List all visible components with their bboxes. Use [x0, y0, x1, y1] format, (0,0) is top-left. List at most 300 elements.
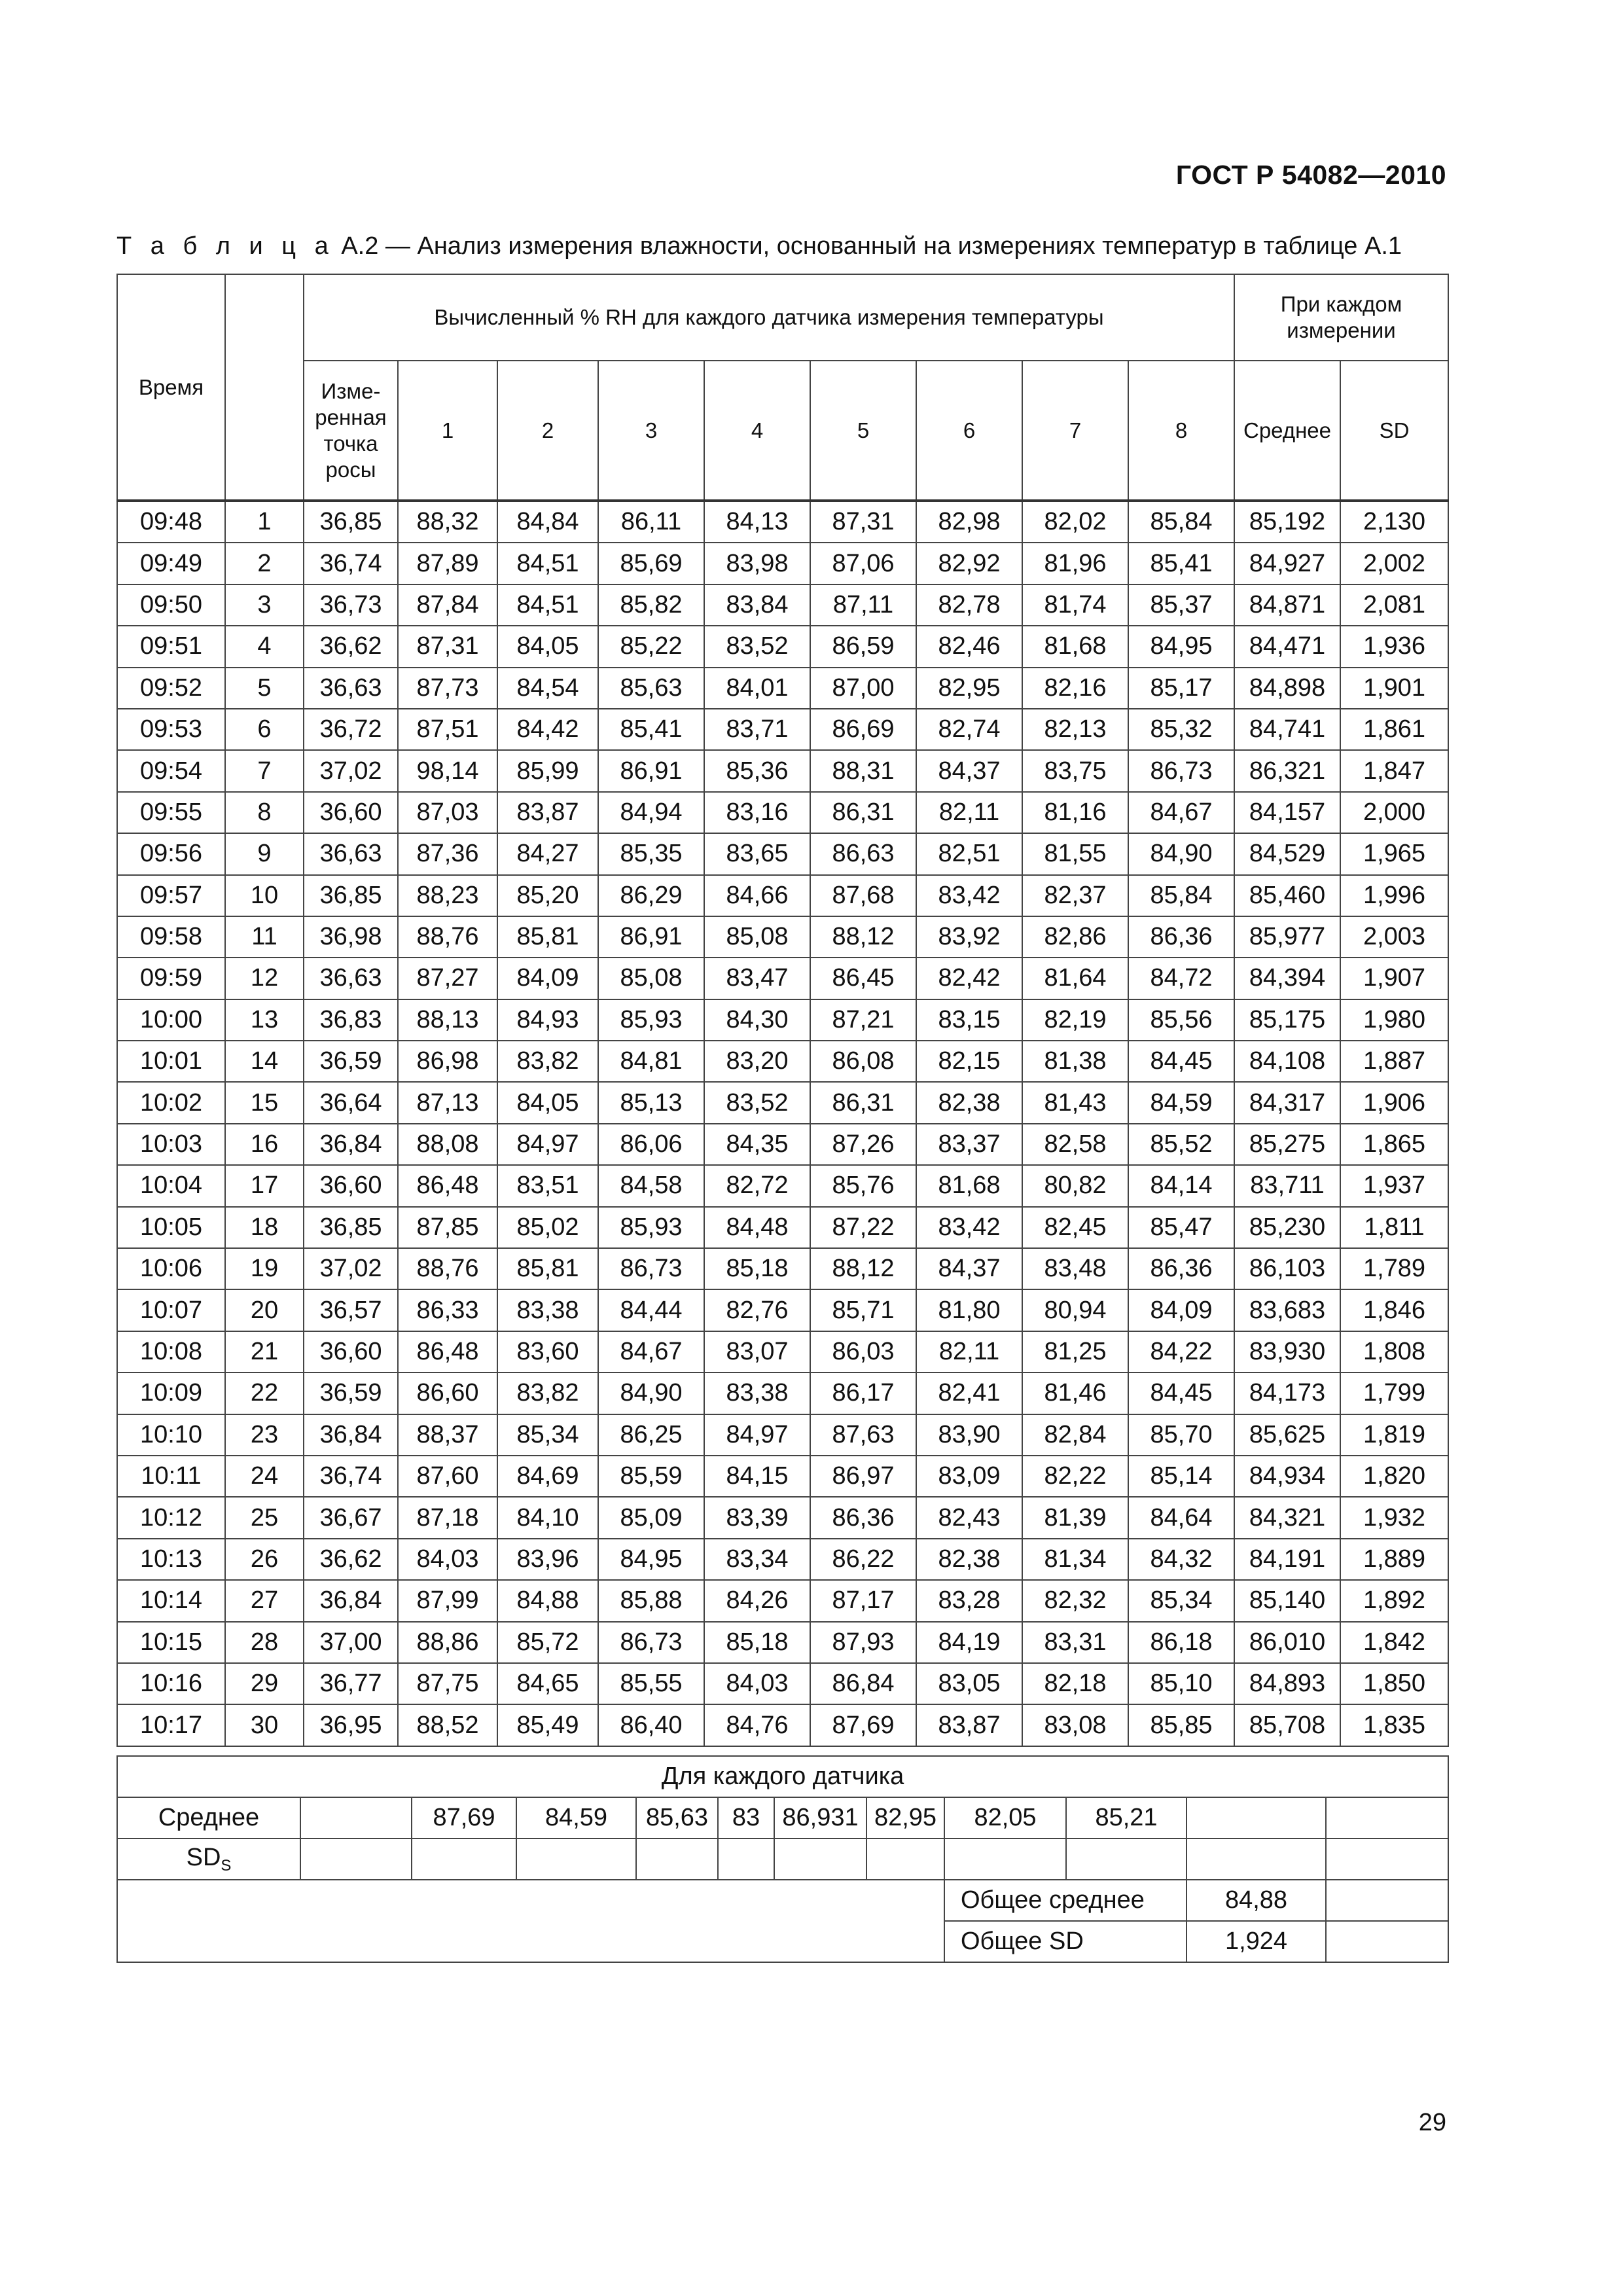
sensor-4-cell: 84,13	[704, 501, 810, 543]
index-cell: 16	[225, 1124, 304, 1165]
sd-cell: 2,002	[1340, 543, 1448, 584]
mean-cell: 84,934	[1234, 1456, 1340, 1497]
time-cell: 10:16	[117, 1663, 225, 1704]
sensor-3-cell: 85,13	[598, 1082, 704, 1123]
index-cell: 18	[225, 1207, 304, 1248]
time-cell: 09:55	[117, 792, 225, 833]
sensor-1-cell: 87,85	[398, 1207, 497, 1248]
index-cell: 10	[225, 875, 304, 916]
time-cell: 09:53	[117, 709, 225, 750]
dew-point-cell: 36,62	[304, 1539, 398, 1580]
sensor-8-cell: 84,90	[1128, 833, 1234, 874]
page-header-standard: ГОСТ Р 54082—2010	[1175, 160, 1446, 190]
header-sd: SD	[1340, 361, 1448, 501]
sensor-8-cell: 86,36	[1128, 1248, 1234, 1289]
sensor-7-cell: 81,39	[1022, 1497, 1128, 1538]
sensor-1-cell: 86,33	[398, 1289, 497, 1331]
sensor-6-cell: 82,92	[916, 543, 1022, 584]
table-row	[117, 709, 1448, 750]
sensor-4-cell: 84,97	[704, 1414, 810, 1456]
sensor-8-cell: 84,45	[1128, 1041, 1234, 1082]
time-cell: 10:11	[117, 1456, 225, 1497]
sensor-5-cell: 87,11	[810, 584, 916, 626]
table-row	[117, 1663, 1448, 1704]
dew-point-cell: 37,02	[304, 750, 398, 791]
index-cell: 9	[225, 833, 304, 874]
sensor-4-cell: 85,36	[704, 750, 810, 791]
table-row	[117, 668, 1448, 709]
time-cell: 09:52	[117, 668, 225, 709]
sd-cell: 1,861	[1340, 709, 1448, 750]
summary-blank-area	[117, 1880, 944, 1962]
dew-point-cell: 36,74	[304, 543, 398, 584]
index-cell: 3	[225, 584, 304, 626]
dew-point-cell: 36,60	[304, 792, 398, 833]
sd-cell: 1,819	[1340, 1414, 1448, 1456]
sensor-2-cell: 85,99	[497, 750, 598, 791]
sensor-3-cell: 86,06	[598, 1124, 704, 1165]
mean-cell: 85,175	[1234, 999, 1340, 1041]
time-cell: 10:02	[117, 1082, 225, 1123]
sd-cell: 1,996	[1340, 875, 1448, 916]
sensor-7-cell: 82,13	[1022, 709, 1128, 750]
sensor-3-cell: 85,55	[598, 1663, 704, 1704]
sensor-4-cell: 84,15	[704, 1456, 810, 1497]
sensor-4-cell: 83,52	[704, 626, 810, 667]
table-row	[117, 1704, 1448, 1746]
sensor-2-cell: 84,10	[497, 1497, 598, 1538]
sensor-1-cell: 88,37	[398, 1414, 497, 1456]
dew-point-cell: 37,02	[304, 1248, 398, 1289]
sensor-4-cell: 83,47	[704, 958, 810, 999]
mean-cell: 84,317	[1234, 1082, 1340, 1123]
summary-mean-value: 86,931	[774, 1797, 866, 1839]
header-per-measurement: При каждом измерении	[1234, 274, 1448, 361]
sd-cell: 1,887	[1340, 1041, 1448, 1082]
table-caption-label: Т а б л и ц а	[116, 232, 334, 260]
sd-cell: 1,937	[1340, 1165, 1448, 1206]
dew-point-cell: 36,63	[304, 958, 398, 999]
sensor-2-cell: 84,09	[497, 958, 598, 999]
sensor-7-cell: 83,75	[1022, 750, 1128, 791]
sensor-5-cell: 87,00	[810, 668, 916, 709]
index-cell: 8	[225, 792, 304, 833]
index-cell: 26	[225, 1539, 304, 1580]
dew-point-cell: 36,83	[304, 999, 398, 1041]
sensor-2-cell: 85,34	[497, 1414, 598, 1456]
index-cell: 12	[225, 958, 304, 999]
sd-cell: 2,081	[1340, 584, 1448, 626]
time-cell: 10:13	[117, 1539, 225, 1580]
sensor-4-cell: 84,01	[704, 668, 810, 709]
sensor-7-cell: 81,55	[1022, 833, 1128, 874]
sensor-1-cell: 87,73	[398, 668, 497, 709]
time-cell: 10:17	[117, 1704, 225, 1746]
sensor-6-cell: 82,11	[916, 1331, 1022, 1372]
sensor-3-cell: 85,59	[598, 1456, 704, 1497]
sd-cell: 2,003	[1340, 916, 1448, 958]
sensor-6-cell: 82,43	[916, 1497, 1022, 1538]
sensor-2-cell: 84,65	[497, 1663, 598, 1704]
sensor-4-cell: 84,30	[704, 999, 810, 1041]
dew-point-cell: 36,64	[304, 1082, 398, 1123]
sensor-3-cell: 86,91	[598, 916, 704, 958]
sensor-5-cell: 86,59	[810, 626, 916, 667]
sensor-6-cell: 84,37	[916, 1248, 1022, 1289]
summary-mean-value: 82,95	[866, 1797, 944, 1839]
summary-empty-cell	[1326, 1797, 1448, 1839]
table-row	[117, 543, 1448, 584]
sensor-2-cell: 85,81	[497, 916, 598, 958]
sd-cell: 1,820	[1340, 1456, 1448, 1497]
sensor-4-cell: 82,76	[704, 1289, 810, 1331]
summary-empty-cell	[1186, 1797, 1326, 1839]
sd-cell: 1,901	[1340, 668, 1448, 709]
sensor-1-cell: 86,98	[398, 1041, 497, 1082]
index-cell: 5	[225, 668, 304, 709]
sensor-1-cell: 87,99	[398, 1580, 497, 1621]
overall-sd-label: Общее SD	[944, 1921, 1186, 1962]
sensor-8-cell: 84,72	[1128, 958, 1234, 999]
mean-cell: 84,871	[1234, 584, 1340, 626]
sensor-1-cell: 87,31	[398, 626, 497, 667]
sensor-8-cell: 84,14	[1128, 1165, 1234, 1206]
sensor-7-cell: 81,43	[1022, 1082, 1128, 1123]
summary-mean-value: 87,69	[412, 1797, 516, 1839]
sensor-5-cell: 86,97	[810, 1456, 916, 1497]
sensor-6-cell: 83,05	[916, 1663, 1022, 1704]
header-time: Время	[117, 274, 225, 501]
sensor-6-cell: 83,09	[916, 1456, 1022, 1497]
dew-point-cell: 36,59	[304, 1372, 398, 1414]
dew-point-cell: 36,72	[304, 709, 398, 750]
time-cell: 10:06	[117, 1248, 225, 1289]
sensor-2-cell: 84,97	[497, 1124, 598, 1165]
sensor-4-cell: 85,18	[704, 1248, 810, 1289]
sensor-2-cell: 84,51	[497, 584, 598, 626]
sensor-6-cell: 84,37	[916, 750, 1022, 791]
sensor-4-cell: 83,98	[704, 543, 810, 584]
time-cell: 09:48	[117, 501, 225, 543]
table-row	[117, 1165, 1448, 1206]
sensor-6-cell: 82,11	[916, 792, 1022, 833]
sensor-2-cell: 85,02	[497, 1207, 598, 1248]
sensor-5-cell: 86,45	[810, 958, 916, 999]
sensor-5-cell: 86,17	[810, 1372, 916, 1414]
sensor-2-cell: 84,93	[497, 999, 598, 1041]
sensor-6-cell: 83,42	[916, 875, 1022, 916]
sensor-2-cell: 84,42	[497, 709, 598, 750]
sensor-4-cell: 84,48	[704, 1207, 810, 1248]
sensor-2-cell: 83,96	[497, 1539, 598, 1580]
mean-cell: 85,275	[1234, 1124, 1340, 1165]
summary-empty-cell	[1186, 1839, 1326, 1880]
summary-sd-label	[117, 1839, 300, 1880]
table-row	[117, 1580, 1448, 1621]
table-row	[117, 1622, 1448, 1663]
header-sensor: 4	[704, 361, 810, 501]
sensor-3-cell: 85,93	[598, 1207, 704, 1248]
sensor-1-cell: 87,27	[398, 958, 497, 999]
sensor-3-cell: 84,95	[598, 1539, 704, 1580]
summary-mean-value: 85,63	[636, 1797, 718, 1839]
sensor-2-cell: 84,69	[497, 1456, 598, 1497]
time-cell: 10:09	[117, 1372, 225, 1414]
sensor-7-cell: 81,96	[1022, 543, 1128, 584]
index-cell: 7	[225, 750, 304, 791]
table-row	[117, 1414, 1448, 1456]
index-cell: 6	[225, 709, 304, 750]
dew-point-cell: 36,60	[304, 1331, 398, 1372]
mean-cell: 84,173	[1234, 1372, 1340, 1414]
dew-point-cell: 36,84	[304, 1124, 398, 1165]
summary-empty-cell	[516, 1839, 636, 1880]
summary-empty-cell	[718, 1839, 774, 1880]
summary-table	[116, 1755, 1449, 1963]
index-cell: 25	[225, 1497, 304, 1538]
mean-cell: 84,321	[1234, 1497, 1340, 1538]
sensor-2-cell: 84,54	[497, 668, 598, 709]
mean-cell: 85,192	[1234, 501, 1340, 543]
sensor-4-cell: 83,52	[704, 1082, 810, 1123]
sensor-1-cell: 87,60	[398, 1456, 497, 1497]
sensor-3-cell: 84,44	[598, 1289, 704, 1331]
sensor-4-cell: 83,20	[704, 1041, 810, 1082]
sensor-7-cell: 83,48	[1022, 1248, 1128, 1289]
summary-empty-cell	[1326, 1921, 1448, 1962]
table-row	[117, 916, 1448, 958]
sensor-6-cell: 83,90	[916, 1414, 1022, 1456]
sensor-6-cell: 82,95	[916, 668, 1022, 709]
humidity-table	[116, 274, 1449, 1747]
mean-cell: 84,108	[1234, 1041, 1340, 1082]
time-cell: 10:15	[117, 1622, 225, 1663]
sensor-6-cell: 82,38	[916, 1539, 1022, 1580]
table-row	[117, 1082, 1448, 1123]
time-cell: 10:01	[117, 1041, 225, 1082]
sensor-8-cell: 85,14	[1128, 1456, 1234, 1497]
header-sensor: 1	[398, 361, 497, 501]
sensor-4-cell: 83,71	[704, 709, 810, 750]
sensor-5-cell: 87,68	[810, 875, 916, 916]
sensor-1-cell: 87,75	[398, 1663, 497, 1704]
sensor-5-cell: 86,63	[810, 833, 916, 874]
index-cell: 24	[225, 1456, 304, 1497]
sensor-5-cell: 85,71	[810, 1289, 916, 1331]
time-cell: 09:51	[117, 626, 225, 667]
sensor-8-cell: 84,59	[1128, 1082, 1234, 1123]
sensor-4-cell: 83,38	[704, 1372, 810, 1414]
sensor-2-cell: 84,84	[497, 501, 598, 543]
mean-cell: 84,529	[1234, 833, 1340, 874]
header-sensor: 2	[497, 361, 598, 501]
index-cell: 2	[225, 543, 304, 584]
dew-point-cell: 36,57	[304, 1289, 398, 1331]
sensor-2-cell: 84,05	[497, 626, 598, 667]
header-sensor: 6	[916, 361, 1022, 501]
index-cell: 14	[225, 1041, 304, 1082]
mean-cell: 84,927	[1234, 543, 1340, 584]
index-cell: 11	[225, 916, 304, 958]
sensor-6-cell: 84,19	[916, 1622, 1022, 1663]
sensor-7-cell: 82,32	[1022, 1580, 1128, 1621]
sensor-8-cell: 85,52	[1128, 1124, 1234, 1165]
dew-point-cell: 36,63	[304, 668, 398, 709]
sensor-3-cell: 85,08	[598, 958, 704, 999]
sensor-1-cell: 86,48	[398, 1165, 497, 1206]
sensor-7-cell: 82,37	[1022, 875, 1128, 916]
page-number: 29	[1418, 2109, 1446, 2136]
sensor-1-cell: 87,13	[398, 1082, 497, 1123]
sensor-5-cell: 87,21	[810, 999, 916, 1041]
sensor-3-cell: 86,40	[598, 1704, 704, 1746]
summary-mean-value: 84,59	[516, 1797, 636, 1839]
sensor-8-cell: 85,17	[1128, 668, 1234, 709]
mean-cell: 84,471	[1234, 626, 1340, 667]
sensor-5-cell: 86,22	[810, 1539, 916, 1580]
sensor-3-cell: 85,82	[598, 584, 704, 626]
time-cell: 09:49	[117, 543, 225, 584]
sensor-7-cell: 81,68	[1022, 626, 1128, 667]
summary-section-label: Для каждого датчика	[117, 1756, 1448, 1797]
sensor-6-cell: 82,15	[916, 1041, 1022, 1082]
summary-mean-label: Среднее	[117, 1797, 300, 1839]
sensor-1-cell: 87,18	[398, 1497, 497, 1538]
time-cell: 10:04	[117, 1165, 225, 1206]
sensor-7-cell: 81,74	[1022, 584, 1128, 626]
sensor-4-cell: 84,35	[704, 1124, 810, 1165]
sensor-3-cell: 85,22	[598, 626, 704, 667]
sensor-5-cell: 87,93	[810, 1622, 916, 1663]
sensor-3-cell: 85,69	[598, 543, 704, 584]
time-cell: 10:14	[117, 1580, 225, 1621]
sensor-1-cell: 88,76	[398, 916, 497, 958]
sensor-7-cell: 83,08	[1022, 1704, 1128, 1746]
sensor-7-cell: 82,19	[1022, 999, 1128, 1041]
header-dew-point: Изме- ренная точка росы	[304, 361, 398, 501]
sd-cell: 1,932	[1340, 1497, 1448, 1538]
sensor-3-cell: 86,91	[598, 750, 704, 791]
summary-empty-cell	[300, 1797, 412, 1839]
summary-mean-value: 82,05	[944, 1797, 1066, 1839]
dew-point-cell: 36,85	[304, 501, 398, 543]
index-cell: 15	[225, 1082, 304, 1123]
sensor-1-cell: 88,13	[398, 999, 497, 1041]
mean-cell: 85,140	[1234, 1580, 1340, 1621]
mean-cell: 86,321	[1234, 750, 1340, 791]
table-row	[117, 501, 1448, 543]
sd-cell: 1,892	[1340, 1580, 1448, 1621]
mean-cell: 84,394	[1234, 958, 1340, 999]
time-cell: 10:07	[117, 1289, 225, 1331]
index-cell: 17	[225, 1165, 304, 1206]
mean-cell: 85,708	[1234, 1704, 1340, 1746]
mean-cell: 86,010	[1234, 1622, 1340, 1663]
sensor-6-cell: 83,92	[916, 916, 1022, 958]
sensor-6-cell: 82,98	[916, 501, 1022, 543]
dew-point-cell: 36,98	[304, 916, 398, 958]
summary-empty-cell	[944, 1839, 1066, 1880]
mean-cell: 84,741	[1234, 709, 1340, 750]
sensor-5-cell: 87,17	[810, 1580, 916, 1621]
sd-cell: 1,865	[1340, 1124, 1448, 1165]
sensor-1-cell: 88,08	[398, 1124, 497, 1165]
sd-cell: 2,130	[1340, 501, 1448, 543]
mean-cell: 84,191	[1234, 1539, 1340, 1580]
sensor-6-cell: 83,37	[916, 1124, 1022, 1165]
sensor-7-cell: 81,34	[1022, 1539, 1128, 1580]
sensor-6-cell: 81,68	[916, 1165, 1022, 1206]
sensor-7-cell: 82,16	[1022, 668, 1128, 709]
sensor-1-cell: 98,14	[398, 750, 497, 791]
table-row	[117, 626, 1448, 667]
index-cell: 4	[225, 626, 304, 667]
table-row	[117, 1248, 1448, 1289]
summary-empty-cell	[1326, 1880, 1448, 1921]
sensor-1-cell: 87,36	[398, 833, 497, 874]
table-row	[117, 584, 1448, 626]
sensor-2-cell: 85,81	[497, 1248, 598, 1289]
dew-point-cell: 36,85	[304, 1207, 398, 1248]
time-cell: 10:03	[117, 1124, 225, 1165]
dew-point-cell: 36,60	[304, 1165, 398, 1206]
header-sensor: 8	[1128, 361, 1234, 501]
sensor-1-cell: 87,89	[398, 543, 497, 584]
dew-point-cell: 36,59	[304, 1041, 398, 1082]
sensor-6-cell: 83,28	[916, 1580, 1022, 1621]
sensor-2-cell: 84,51	[497, 543, 598, 584]
sensor-1-cell: 88,76	[398, 1248, 497, 1289]
index-cell: 23	[225, 1414, 304, 1456]
sensor-7-cell: 82,02	[1022, 501, 1128, 543]
index-cell: 28	[225, 1622, 304, 1663]
sd-cell: 1,980	[1340, 999, 1448, 1041]
sensor-1-cell: 87,84	[398, 584, 497, 626]
sd-cell: 1,789	[1340, 1248, 1448, 1289]
sensor-4-cell: 84,76	[704, 1704, 810, 1746]
sensor-3-cell: 86,11	[598, 501, 704, 543]
dew-point-cell: 37,00	[304, 1622, 398, 1663]
sensor-1-cell: 88,52	[398, 1704, 497, 1746]
sensor-8-cell: 86,73	[1128, 750, 1234, 791]
sensor-3-cell: 85,09	[598, 1497, 704, 1538]
mean-cell: 83,711	[1234, 1165, 1340, 1206]
sensor-6-cell: 82,46	[916, 626, 1022, 667]
summary-empty-cell	[1326, 1839, 1448, 1880]
sensor-5-cell: 87,22	[810, 1207, 916, 1248]
sd-cell: 1,846	[1340, 1289, 1448, 1331]
sensor-8-cell: 85,70	[1128, 1414, 1234, 1456]
sensor-2-cell: 83,60	[497, 1331, 598, 1372]
overall-sd-value: 1,924	[1186, 1921, 1326, 1962]
sensor-7-cell: 82,84	[1022, 1414, 1128, 1456]
sensor-6-cell: 82,41	[916, 1372, 1022, 1414]
sensor-4-cell: 84,66	[704, 875, 810, 916]
summary-empty-cell	[774, 1839, 866, 1880]
sensor-8-cell: 85,56	[1128, 999, 1234, 1041]
dew-point-cell: 36,84	[304, 1414, 398, 1456]
sensor-2-cell: 83,82	[497, 1041, 598, 1082]
sensor-7-cell: 82,86	[1022, 916, 1128, 958]
dew-point-cell: 36,62	[304, 626, 398, 667]
mean-cell: 85,230	[1234, 1207, 1340, 1248]
sensor-1-cell: 86,60	[398, 1372, 497, 1414]
dew-point-cell: 36,95	[304, 1704, 398, 1746]
time-cell: 10:00	[117, 999, 225, 1041]
sensor-7-cell: 82,18	[1022, 1663, 1128, 1704]
sensor-7-cell: 80,82	[1022, 1165, 1128, 1206]
sensor-2-cell: 85,20	[497, 875, 598, 916]
